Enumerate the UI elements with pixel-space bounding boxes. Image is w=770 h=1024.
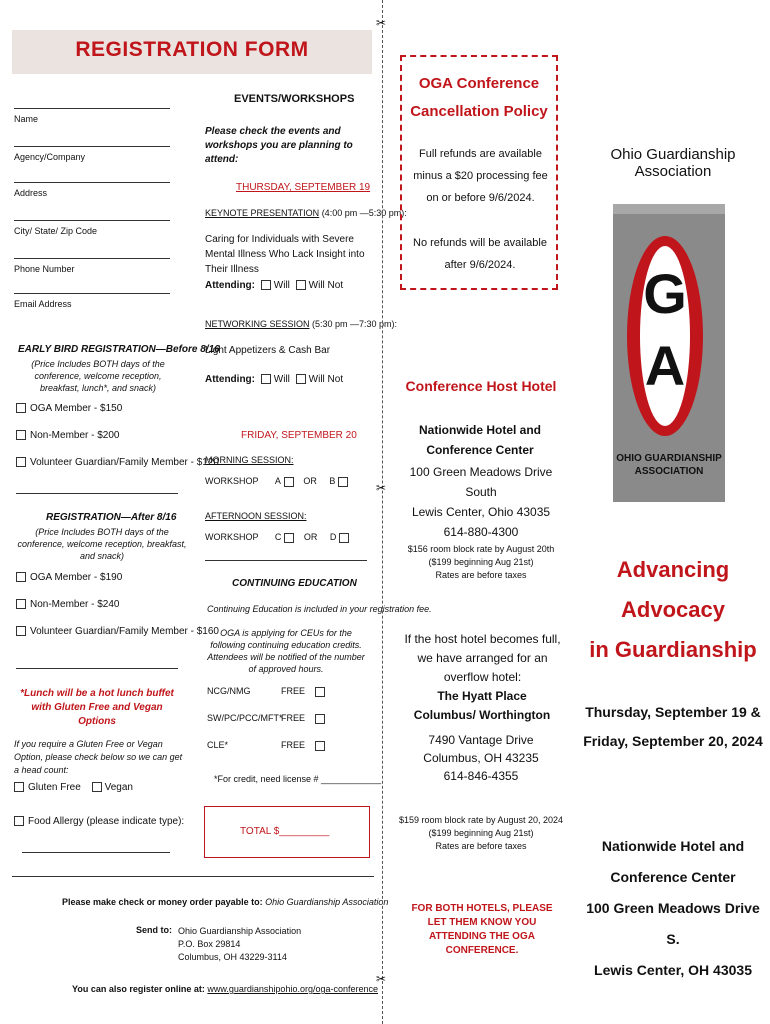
conference-dates: Thursday, September 19 & Friday, September 20, 2024 [583,704,763,749]
fold-line [382,0,383,1024]
overflow-hotel-rates: $159 room block rate by August 20, 2024 ($199 beginning Aug 21st) Rates are before taxes [398,815,564,851]
early-option-member[interactable]: OGA Member - $150 [16,403,122,414]
mail-address: Ohio Guardianship Association P.O. Box 29814 Columbus, OH 43229-3114 [178,926,302,962]
ce-row-ncg[interactable]: NCG/NMG FREE [207,686,372,696]
hotel-notice: FOR BOTH HOTELS, PLEASE LET THEM KNOW YOU ATTENDING THE OGA CONFERENCE. [411,903,553,956]
keynote: KEYNOTE PRESENTATION (4:00 pm —5:30 pm): [205,208,407,218]
field-city-label: City/ State/ Zip Code [14,226,98,236]
ce-note2: OGA is applying for CEUs for the following continuing education credits. Attendees will be notified of the number of approved hours. [207,628,365,674]
logo-letter-a: A [644,334,686,397]
networking-desc: Light Appetizers & Cash Bar [205,345,331,356]
overflow-note: If the host hotel becomes full, we have arranged for an overflow hotel: [404,632,561,684]
host-hotel-rates: $156 room block rate by August 20th ($199 beginning Aug 21st) Rates are before taxes [407,544,555,580]
scissors-icon: ✂ [376,16,387,30]
regular-note: (Price Includes BOTH days of the conference, welcome reception, breakfast, and snack) [17,527,187,561]
overflow-hotel-address: 7490 Vantage Drive Columbus, OH 43235 614-846-4355 [423,733,539,783]
logo-caption: OHIO GUARDIANSHIP ASSOCIATION [616,453,722,477]
license-line[interactable]: *For credit, need license # ____________ [214,774,382,784]
field-agency-label: Agency/Company [14,152,86,162]
ce-row-cle[interactable]: CLE* FREE [207,740,372,750]
regular-heading: REGISTRATION—After 8/16 [46,512,177,523]
org-name: Ohio Guardianship Association [610,146,736,180]
early-bird-heading: EARLY BIRD REGISTRATION—Before 8/16 [18,344,220,355]
events-instructions: Please check the events and workshops you are planning to attend: [205,126,353,165]
scissors-icon: ✂ [376,972,387,986]
field-email-label: Email Address [14,299,72,309]
host-hotel-heading: Conference Host Hotel [405,378,557,394]
online-registration: You can also register online at: www.guardianshipohio.org/oga-conference [72,984,378,994]
total-amount[interactable]: TOTAL $_________ [240,826,330,837]
policy-title: OGA Conference Cancellation Policy [410,75,548,120]
field-name-label: Name [14,114,39,124]
policy-text1: Full refunds are available minus a $20 processing fee on or before 9/6/2024. [413,148,548,204]
afternoon-session-row[interactable]: WORKSHOP C OR D [205,532,352,543]
form-title: REGISTRATION FORM [75,38,309,61]
afternoon-session-label: AFTERNOON SESSION: [205,511,307,521]
logo-letter-g: G [643,262,687,325]
early-option-nonmember[interactable]: Non-Member - $200 [16,430,119,441]
lunch-note: *Lunch will be a hot lunch buffet with Gluten Free and Vegan Options [20,688,174,727]
host-hotel-name: Nationwide Hotel and Conference Center [418,423,541,457]
keynote-attending[interactable]: Attending: Will Will Not [205,280,344,291]
early-bird-note: (Price Includes BOTH days of the conference, welcome reception, breakfast, lunch*, and snack) [31,359,165,393]
ce-row-sw[interactable]: SW/PC/PCC/MFT* FREE [207,713,372,723]
friday-heading: FRIDAY, SEPTEMBER 20 [241,430,357,441]
tagline: Advancing Advocacy in Guardianship [589,557,757,662]
scissors-icon: ✂ [376,481,387,495]
thursday-heading: THURSDAY, SEPTEMBER 19 [236,182,371,193]
overflow-hotel-name: The Hyatt Place Columbus/ Worthington [413,689,551,722]
morning-session-row[interactable]: WORKSHOP A OR B [205,476,351,487]
regular-option-volunteer[interactable]: Volunteer Guardian/Family Member - $160 [16,626,219,637]
networking-attending[interactable]: Attending: Will Will Not [205,374,344,385]
regular-option-member[interactable]: OGA Member - $190 [16,572,122,583]
send-to-label: Send to: [136,925,172,935]
payment-line: Please make check or money order payable to: Ohio Guardianship Association [62,897,389,907]
events-heading: EVENTS/WORKSHOPS [234,93,355,105]
ce-note1: Continuing Education is included in your registration fee. [207,604,432,614]
food-allergy[interactable]: Food Allergy (please indicate type): [14,816,184,827]
host-hotel-address: 100 Green Meadows Drive South Lewis Center, Ohio 43035 614-880-4300 [409,465,553,539]
ce-heading: CONTINUING EDUCATION [232,578,357,589]
diet-options[interactable]: Gluten Free Vegan [14,782,133,793]
policy-text2: No refunds will be available after 9/6/2024. [413,237,547,271]
networking: NETWORKING SESSION (5:30 pm —7:30 pm): [205,319,398,329]
field-phone-label: Phone Number [14,264,75,274]
early-option-volunteer[interactable]: Volunteer Guardian/Family Member - $120 [16,457,219,468]
field-address-label: Address [14,188,48,198]
regular-option-nonmember[interactable]: Non-Member - $240 [16,599,119,610]
keynote-desc: Caring for Individuals with Severe Mental Illness Who Lack Insight into Their Illness [205,234,365,275]
diet-note: If you require a Gluten Free or Vegan Option, please check below so we can get a head count: [14,739,183,775]
online-url-link[interactable]: www.guardianshipohio.org/oga-conference [207,984,378,994]
venue: Nationwide Hotel and Conference Center 100 Green Meadows Drive S. Lewis Center, OH 43035 [586,838,760,978]
morning-session-label: MORNING SESSION: [205,455,294,465]
